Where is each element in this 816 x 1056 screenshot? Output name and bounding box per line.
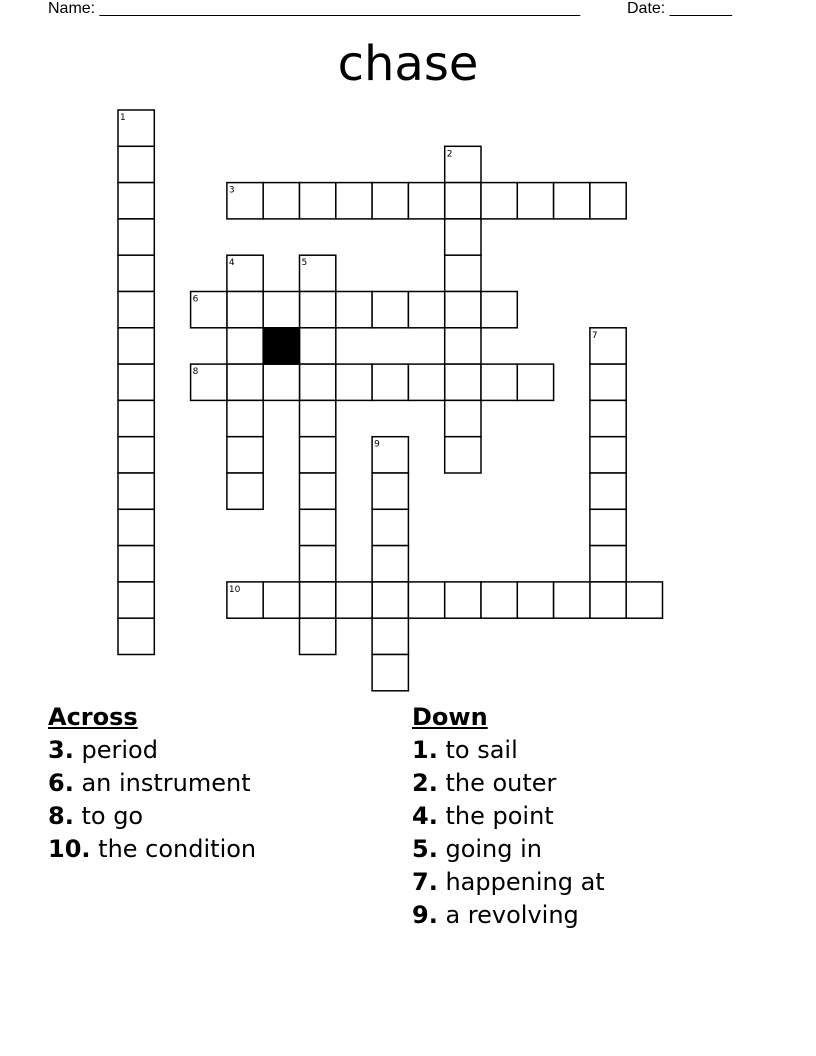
answer-cell[interactable] xyxy=(372,292,408,328)
answer-cell[interactable] xyxy=(590,364,626,400)
answer-cell[interactable] xyxy=(445,400,481,436)
answer-cell[interactable] xyxy=(118,509,154,545)
answer-cell[interactable] xyxy=(517,582,553,618)
answer-cell[interactable] xyxy=(300,437,336,473)
answer-cell[interactable] xyxy=(336,292,372,328)
clue-number: 5. xyxy=(412,835,438,863)
answer-cell[interactable] xyxy=(118,618,154,654)
clue-number: 8. xyxy=(48,802,74,830)
across-heading: Across xyxy=(48,703,138,731)
date-field-label: Date: _______ xyxy=(627,0,732,17)
answer-cell[interactable] xyxy=(372,509,408,545)
answer-cell[interactable] xyxy=(481,364,517,400)
answer-cell[interactable] xyxy=(590,546,626,582)
cell-number: 1 xyxy=(120,113,126,123)
answer-cell[interactable] xyxy=(445,292,481,328)
cell-number: 3 xyxy=(228,185,235,196)
answer-cell[interactable] xyxy=(372,655,408,691)
answer-cell[interactable] xyxy=(445,582,481,618)
answer-cell[interactable] xyxy=(481,183,517,219)
clue-number: 7. xyxy=(412,868,438,896)
clue-number: 1. xyxy=(412,736,438,764)
answer-cell[interactable] xyxy=(118,146,154,182)
across-clues xyxy=(48,700,256,866)
answer-cell[interactable] xyxy=(372,473,408,509)
across-clue xyxy=(48,767,256,800)
answer-cell[interactable] xyxy=(118,328,154,364)
answer-cell[interactable] xyxy=(300,292,336,328)
across-clue xyxy=(48,800,256,833)
answer-cell[interactable] xyxy=(590,437,626,473)
puzzle-title: chase xyxy=(337,36,479,92)
answer-cell[interactable] xyxy=(481,582,517,618)
answer-cell[interactable] xyxy=(227,437,263,473)
down-clue xyxy=(412,734,605,767)
clue-text: period xyxy=(81,736,158,764)
answer-cell[interactable] xyxy=(118,255,154,291)
across-clue xyxy=(48,833,256,866)
cell-number: 4 xyxy=(228,258,235,269)
down-clues xyxy=(412,700,605,932)
clue-text: happening at xyxy=(445,868,605,896)
answer-cell[interactable] xyxy=(590,473,626,509)
answer-cell[interactable] xyxy=(263,292,299,328)
answer-cell[interactable] xyxy=(626,582,662,618)
answer-cell[interactable] xyxy=(372,582,408,618)
answer-cell[interactable] xyxy=(481,292,517,328)
clue-text: to go xyxy=(81,802,144,830)
answer-cell[interactable] xyxy=(118,183,154,219)
clue-number: 3. xyxy=(48,736,74,764)
answer-cell[interactable] xyxy=(300,364,336,400)
answer-cell[interactable] xyxy=(118,400,154,436)
cell-number: 9 xyxy=(374,439,380,450)
clue-number: 9. xyxy=(412,901,438,929)
answer-cell[interactable] xyxy=(300,400,336,436)
clue-text: the condition xyxy=(98,835,257,863)
answer-cell[interactable] xyxy=(408,292,444,328)
answer-cell[interactable] xyxy=(517,364,553,400)
clue-text: the point xyxy=(445,802,554,830)
answer-cell[interactable] xyxy=(227,364,263,400)
answer-cell[interactable] xyxy=(336,364,372,400)
answer-cell[interactable] xyxy=(445,255,481,291)
answer-cell[interactable] xyxy=(372,618,408,654)
clue-number: 2. xyxy=(412,769,438,797)
answer-cell[interactable] xyxy=(118,582,154,618)
clue-number: 4. xyxy=(412,802,438,830)
answer-cell[interactable] xyxy=(372,364,408,400)
down-clue xyxy=(412,899,605,932)
answer-cell[interactable] xyxy=(336,183,372,219)
answer-cell[interactable] xyxy=(372,183,408,219)
answer-cell[interactable] xyxy=(590,400,626,436)
cell-number: 8 xyxy=(192,367,199,378)
clue-text: going in xyxy=(445,835,543,863)
answer-cell[interactable] xyxy=(590,509,626,545)
answer-cell[interactable] xyxy=(554,183,590,219)
cell-number: 6 xyxy=(192,294,199,305)
answer-cell[interactable] xyxy=(300,582,336,618)
answer-cell[interactable] xyxy=(590,582,626,618)
clue-number: 6. xyxy=(48,769,74,797)
answer-cell[interactable] xyxy=(300,328,336,364)
answer-cell[interactable] xyxy=(554,582,590,618)
answer-cell[interactable] xyxy=(300,473,336,509)
answer-cell[interactable] xyxy=(517,183,553,219)
clue-text: the outer xyxy=(445,769,557,797)
clue-text: to sail xyxy=(445,736,518,764)
answer-cell[interactable] xyxy=(445,183,481,219)
answer-cell[interactable] xyxy=(300,546,336,582)
answer-cell[interactable] xyxy=(227,328,263,364)
answer-cell[interactable] xyxy=(227,292,263,328)
cell-number: 5 xyxy=(301,258,308,269)
down-clue xyxy=(412,833,605,866)
answer-cell[interactable] xyxy=(118,364,154,400)
answer-cell[interactable] xyxy=(300,509,336,545)
answer-cell[interactable] xyxy=(227,400,263,436)
answer-cell[interactable] xyxy=(118,292,154,328)
answer-cell[interactable] xyxy=(408,364,444,400)
clue-text: a revolving xyxy=(445,901,579,929)
answer-cell[interactable] xyxy=(372,546,408,582)
answer-cell[interactable] xyxy=(336,582,372,618)
black-cell xyxy=(263,328,299,364)
answer-cell[interactable] xyxy=(590,183,626,219)
answer-cell[interactable] xyxy=(118,546,154,582)
answer-cell[interactable] xyxy=(263,364,299,400)
clue-number: 10. xyxy=(48,835,91,863)
down-heading: Down xyxy=(412,703,488,731)
answer-cell[interactable] xyxy=(300,618,336,654)
answer-cell[interactable] xyxy=(118,219,154,255)
answer-cell[interactable] xyxy=(118,473,154,509)
down-clue xyxy=(412,767,605,800)
answer-cell[interactable] xyxy=(445,328,481,364)
answer-cell[interactable] xyxy=(408,183,444,219)
down-clue xyxy=(412,866,605,899)
cell-number: 10 xyxy=(228,584,241,595)
answer-cell[interactable] xyxy=(118,437,154,473)
cell-number: 2 xyxy=(446,149,453,160)
clue-text: an instrument xyxy=(81,769,251,797)
answer-cell[interactable] xyxy=(300,183,336,219)
name-field-label: Name: ______________________________________________________ xyxy=(48,0,581,17)
answer-cell[interactable] xyxy=(445,364,481,400)
answer-cell[interactable] xyxy=(445,437,481,473)
cell-number: 7 xyxy=(591,330,598,341)
across-clue xyxy=(48,734,256,767)
answer-cell[interactable] xyxy=(408,582,444,618)
answer-cell[interactable] xyxy=(227,473,263,509)
answer-cell[interactable] xyxy=(263,582,299,618)
answer-cell[interactable] xyxy=(445,219,481,255)
down-clue xyxy=(412,800,605,833)
answer-cell[interactable] xyxy=(263,183,299,219)
